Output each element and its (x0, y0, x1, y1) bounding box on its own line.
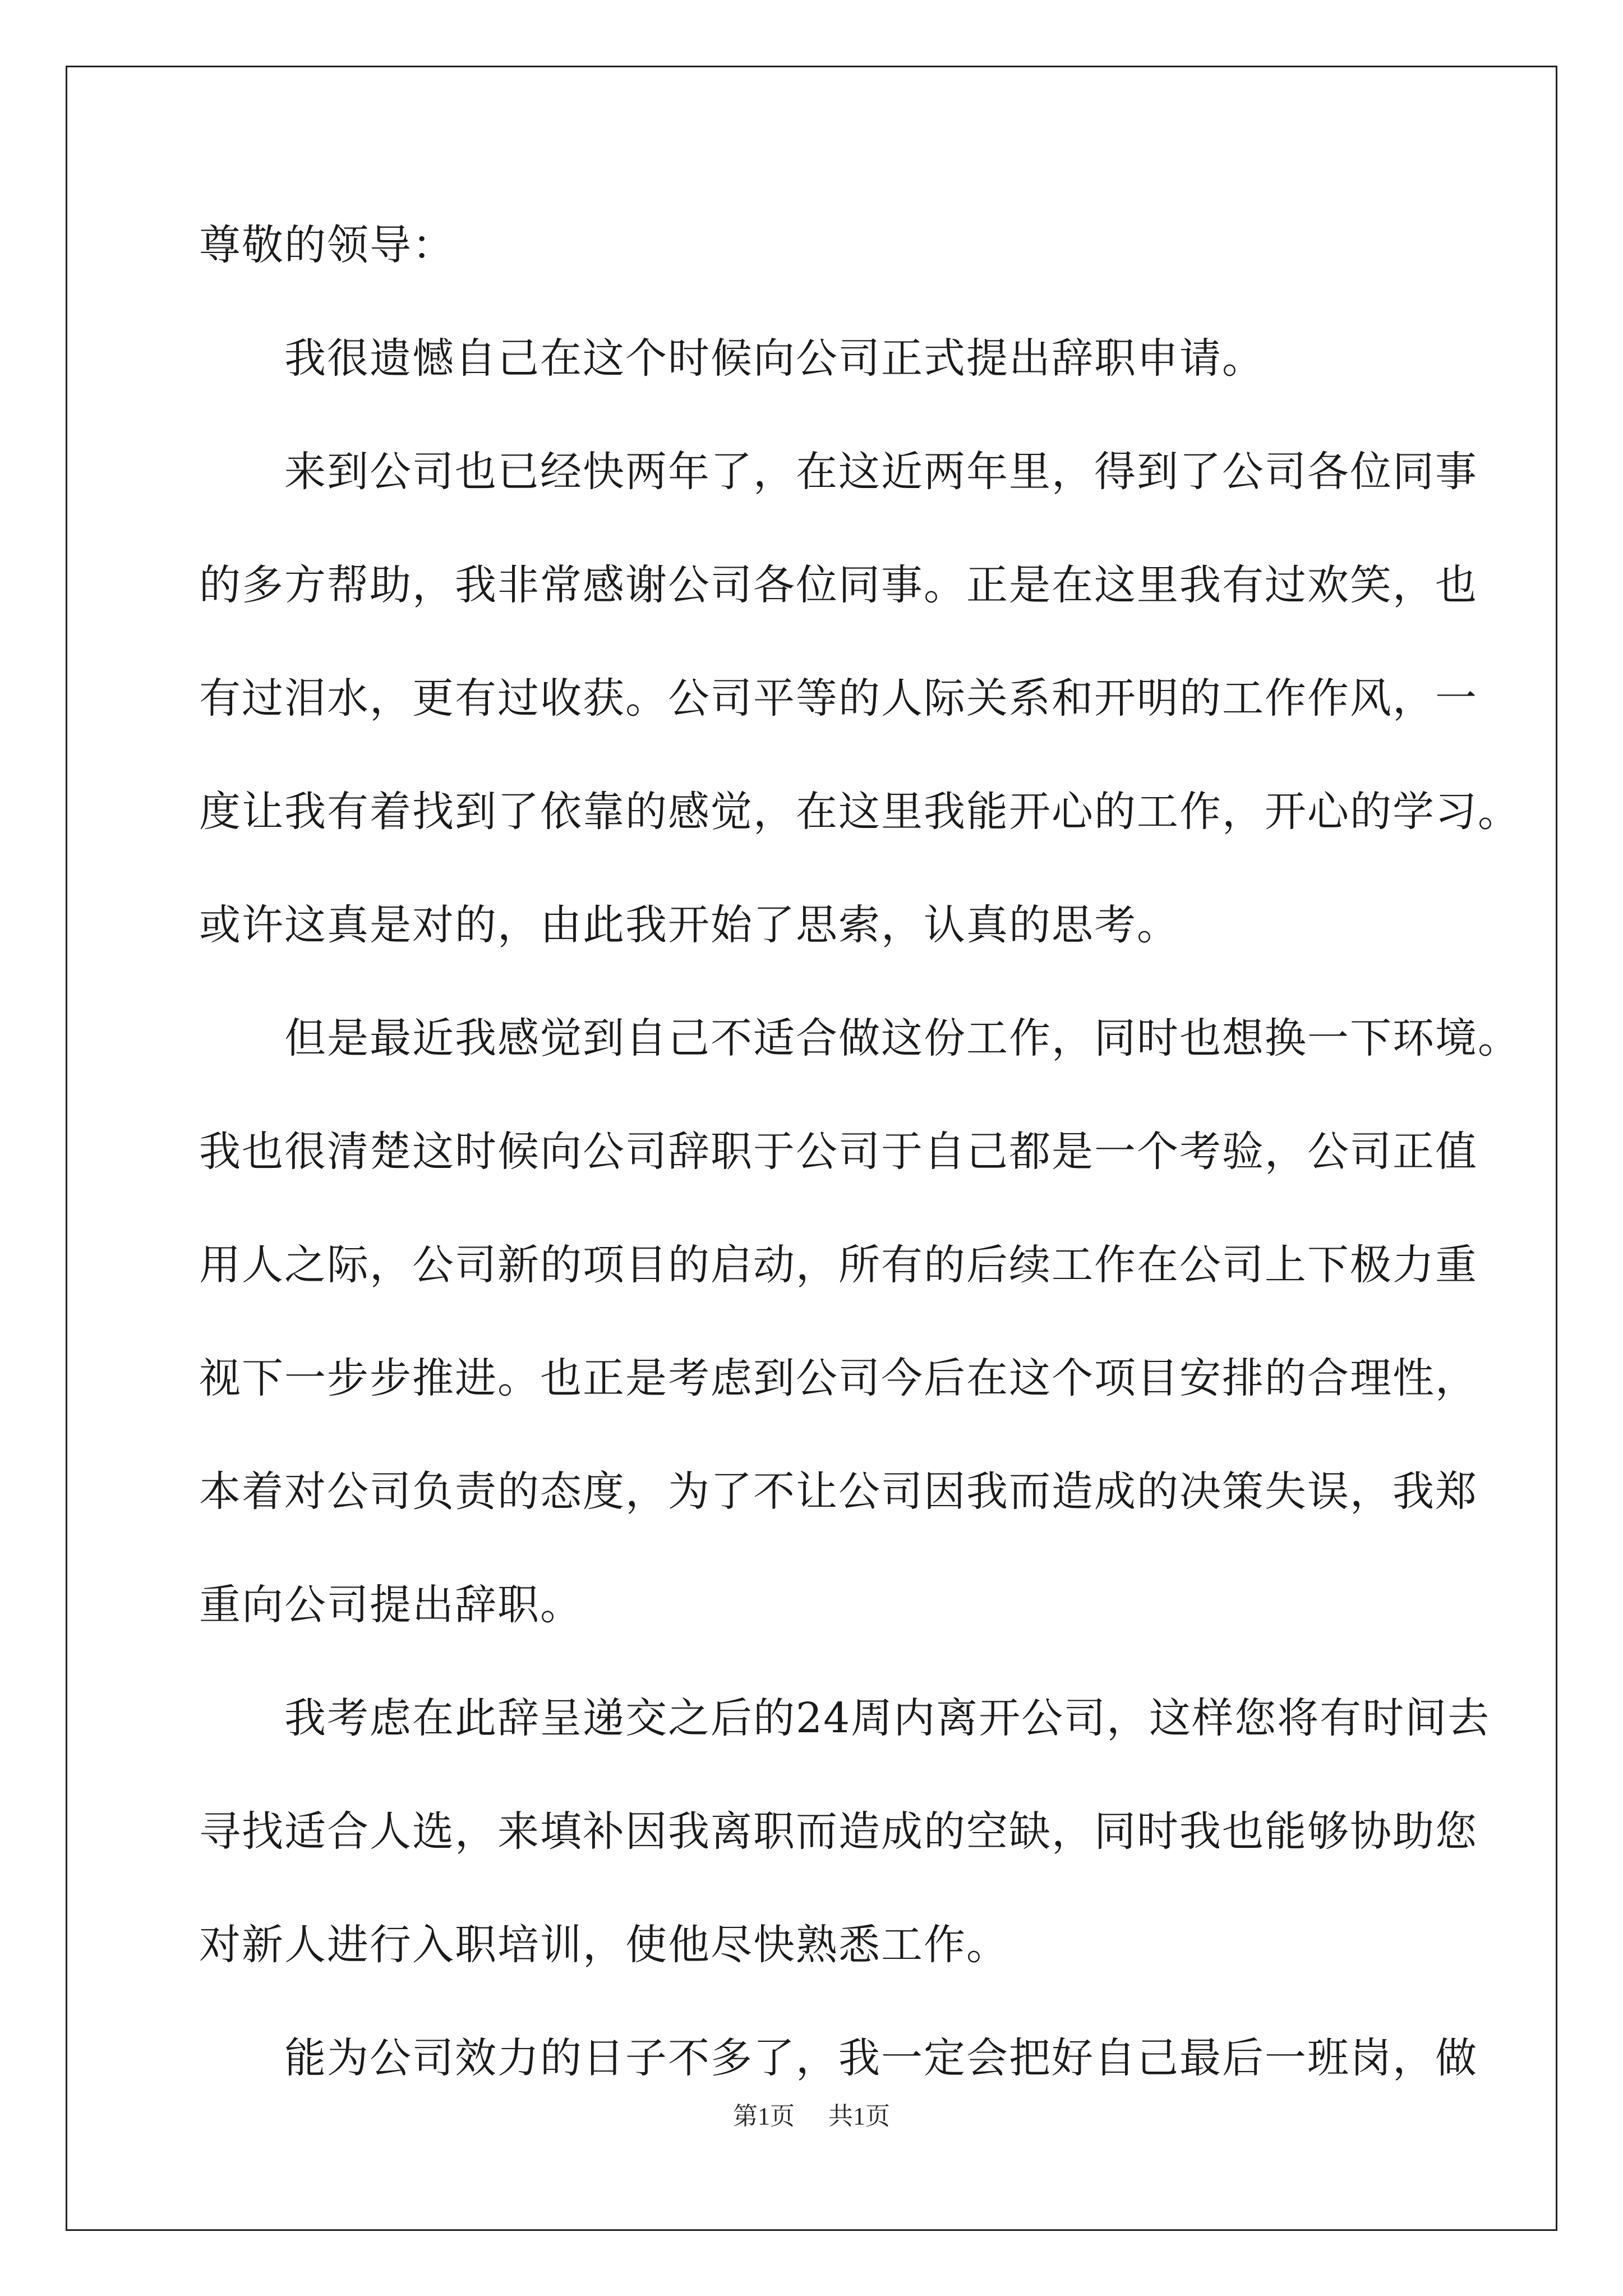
salutation: 尊敬的领导： (199, 221, 455, 269)
paragraph-line: 但是最近我感觉到自己不适合做这份工作，同时也想换一下环境。 (199, 1014, 1520, 1062)
paragraph-line: 重向公司提出辞职。 (199, 1581, 583, 1629)
page-number-total: 共1页 (828, 2102, 890, 2130)
paragraph-line: 本着对公司负责的态度，为了不让公司因我而造成的决策失误，我郑 (199, 1467, 1478, 1516)
paragraph-line: 视下一步步推进。也正是考虑到公司今后在这个项目安排的合理性， (199, 1354, 1478, 1402)
paragraph-line: 我考虑在此辞呈递交之后的24周内离开公司，这样您将有时间去 (199, 1694, 1491, 1742)
paragraph-line: 我也很清楚这时候向公司辞职于公司于自己都是一个考验，公司正值 (199, 1128, 1478, 1176)
paragraph-line: 的多方帮助，我非常感谢公司各位同事。正是在这里我有过欢笑，也 (199, 561, 1478, 609)
paragraph-line: 对新人进行入职培训，使他尽快熟悉工作。 (199, 1921, 1009, 1969)
paragraph-line: 用人之际，公司新的项目的启动，所有的后续工作在公司上下极力重 (199, 1241, 1478, 1289)
paragraph-line: 有过泪水，更有过收获。公司平等的人际关系和开明的工作作风，一 (199, 674, 1478, 723)
paragraph-line: 寻找适合人选，来填补因我离职而造成的空缺，同时我也能够协助您 (199, 1807, 1478, 1856)
page-number-current: 第1页 (733, 2102, 795, 2130)
paragraph-line: 能为公司效力的日子不多了，我一定会把好自己最后一班岗，做 (199, 2034, 1478, 2082)
paragraph-line: 来到公司也已经快两年了，在这近两年里，得到了公司各位同事 (199, 448, 1478, 496)
paragraph-line: 或许这真是对的，由此我开始了思索，认真的思考。 (199, 901, 1179, 949)
paragraph-line: 我很遗憾自己在这个时候向公司正式提出辞职申请。 (199, 334, 1265, 383)
page-footer (0, 2096, 1623, 2132)
paragraph-line: 度让我有着找到了依靠的感觉，在这里我能开心的工作，开心的学习。 (199, 788, 1520, 836)
